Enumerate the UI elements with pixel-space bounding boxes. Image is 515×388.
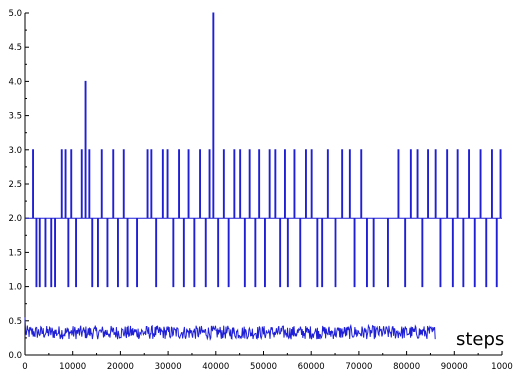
- x-tick-label: 70000: [345, 362, 373, 372]
- x-tick-label: 80000: [393, 362, 421, 372]
- y-tick-label: 5.0: [8, 9, 22, 19]
- series-noise-band: [25, 317, 435, 339]
- x-tick-label: 90000: [440, 362, 468, 372]
- y-tick-label: 1.0: [8, 282, 22, 293]
- x-tick-label: 40000: [202, 362, 230, 372]
- x-tick-label: 20000: [106, 362, 134, 372]
- x-tick-label: 1000: [491, 362, 513, 372]
- annotation-steps: steps: [456, 329, 505, 350]
- y-tick-label: 1.5: [8, 248, 22, 259]
- x-tick-label: 30000: [154, 362, 182, 372]
- y-tick-label: 0.0: [8, 351, 22, 361]
- y-tick-label: 2.0: [8, 214, 22, 225]
- series-layer: [25, 13, 502, 339]
- x-tick-label: 60000: [297, 362, 325, 372]
- y-tick-label: 3.5: [8, 111, 22, 122]
- y-tick-label: 3.0: [8, 145, 22, 156]
- x-tick-label: 10000: [59, 362, 87, 372]
- x-tick-label: 50000: [249, 362, 278, 372]
- x-tick-label: 0: [22, 362, 28, 372]
- y-tick-label: 4.5: [8, 43, 22, 54]
- series-step-trace: [25, 13, 502, 287]
- x-ticks: [22, 351, 513, 372]
- y-tick-label: 2.5: [8, 180, 22, 190]
- axes: [25, 13, 505, 355]
- y-ticks: [8, 9, 29, 361]
- y-tick-label: 0.5: [8, 316, 22, 327]
- y-tick-label: 4.0: [8, 77, 22, 88]
